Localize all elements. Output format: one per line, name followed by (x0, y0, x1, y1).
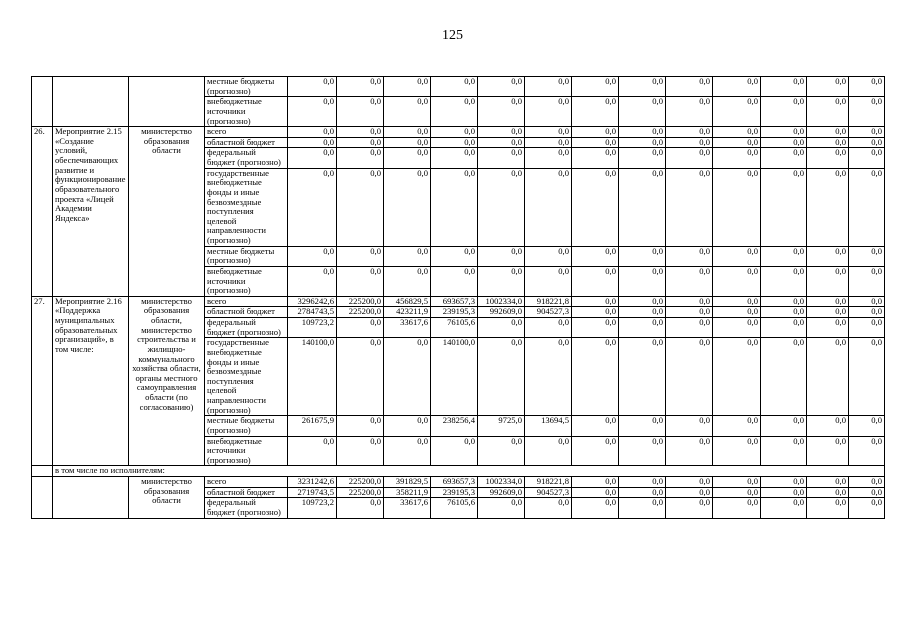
source-label: всего (205, 127, 288, 138)
value-cell: 0,0 (761, 477, 807, 488)
value-cell: 0,0 (572, 498, 619, 518)
value-cell: 0,0 (478, 246, 525, 266)
value-cell: 0,0 (619, 137, 666, 148)
executor-name: министерство образования области, министерство строительства и жилищно-коммунального хозяйства области, органы местного самоуправления области (по согласованию) (129, 296, 205, 466)
value-cell: 0,0 (572, 266, 619, 296)
value-cell: 0,0 (572, 487, 619, 498)
value-cell: 0,0 (572, 137, 619, 148)
measure-cell (53, 77, 129, 127)
table-body (32, 77, 885, 519)
value-cell: 0,0 (619, 487, 666, 498)
value-cell: 0,0 (619, 148, 666, 168)
value-cell: 0,0 (713, 137, 761, 148)
value-cell: 904527,3 (525, 307, 572, 318)
value-cell: 0,0 (713, 97, 761, 127)
item-number: 26. (32, 127, 53, 297)
executor-cell (129, 77, 205, 127)
value-cell: 0,0 (666, 127, 713, 138)
value-cell: 0,0 (666, 416, 713, 436)
source-label: федеральный бюджет (прогнозно) (205, 318, 288, 338)
value-cell: 0,0 (619, 97, 666, 127)
value-cell: 3296242,6 (288, 296, 337, 307)
value-cell: 0,0 (807, 97, 849, 127)
value-cell: 0,0 (384, 246, 431, 266)
value-cell: 0,0 (807, 296, 849, 307)
value-cell: 0,0 (337, 498, 384, 518)
value-cell: 0,0 (572, 77, 619, 97)
source-label: внебюджетные источники (прогнозно) (205, 97, 288, 127)
source-label: областной бюджет (205, 307, 288, 318)
index-cell (32, 77, 53, 127)
value-cell: 0,0 (478, 338, 525, 416)
value-cell: 33617,6 (384, 498, 431, 518)
value-cell: 0,0 (713, 477, 761, 488)
value-cell: 140100,0 (431, 338, 478, 416)
value-cell: 0,0 (525, 137, 572, 148)
value-cell: 0,0 (713, 307, 761, 318)
value-cell: 33617,6 (384, 318, 431, 338)
value-cell: 0,0 (619, 307, 666, 318)
value-cell: 0,0 (337, 318, 384, 338)
value-cell: 0,0 (713, 487, 761, 498)
value-cell: 0,0 (666, 307, 713, 318)
value-cell: 0,0 (761, 487, 807, 498)
value-cell: 0,0 (761, 246, 807, 266)
value-cell: 1002334,0 (478, 477, 525, 488)
value-cell: 0,0 (572, 307, 619, 318)
value-cell: 0,0 (288, 436, 337, 466)
value-cell: 0,0 (337, 436, 384, 466)
value-cell: 0,0 (525, 318, 572, 338)
value-cell: 0,0 (666, 436, 713, 466)
source-label: федеральный бюджет (прогнозно) (205, 148, 288, 168)
value-cell: 0,0 (713, 266, 761, 296)
value-cell: 0,0 (761, 127, 807, 138)
value-cell: 0,0 (525, 246, 572, 266)
executor-name: министерство образования области (129, 477, 205, 519)
value-cell: 0,0 (761, 318, 807, 338)
value-cell: 0,0 (713, 148, 761, 168)
value-cell: 76105,6 (431, 318, 478, 338)
value-cell: 0,0 (288, 77, 337, 97)
value-cell: 0,0 (337, 416, 384, 436)
value-cell: 0,0 (431, 137, 478, 148)
value-cell: 0,0 (619, 416, 666, 436)
value-cell: 0,0 (666, 487, 713, 498)
value-cell: 0,0 (666, 148, 713, 168)
value-cell: 0,0 (337, 97, 384, 127)
value-cell: 0,0 (431, 97, 478, 127)
value-cell: 0,0 (619, 127, 666, 138)
value-cell: 0,0 (713, 436, 761, 466)
value-cell: 0,0 (572, 168, 619, 246)
page-number: 125 (442, 28, 463, 43)
value-cell: 0,0 (619, 77, 666, 97)
value-cell: 0,0 (666, 246, 713, 266)
value-cell: 225200,0 (337, 307, 384, 318)
value-cell: 0,0 (525, 498, 572, 518)
value-cell: 0,0 (849, 498, 885, 518)
value-cell: 0,0 (478, 436, 525, 466)
value-cell: 140100,0 (288, 338, 337, 416)
value-cell: 0,0 (572, 148, 619, 168)
value-cell: 0,0 (849, 97, 885, 127)
value-cell: 0,0 (337, 127, 384, 138)
value-cell: 0,0 (384, 127, 431, 138)
value-cell: 0,0 (431, 246, 478, 266)
value-cell: 0,0 (572, 296, 619, 307)
value-cell: 0,0 (478, 498, 525, 518)
value-cell: 0,0 (431, 266, 478, 296)
value-cell: 0,0 (713, 338, 761, 416)
value-cell: 0,0 (619, 498, 666, 518)
value-cell: 0,0 (761, 436, 807, 466)
value-cell: 0,0 (666, 266, 713, 296)
source-label: государственные внебюджетные фонды и иные безвозмездные поступления целевой направленности (прогнозно) (205, 168, 288, 246)
value-cell: 0,0 (619, 338, 666, 416)
value-cell: 456829,5 (384, 296, 431, 307)
value-cell: 0,0 (807, 338, 849, 416)
value-cell: 0,0 (288, 97, 337, 127)
value-cell: 0,0 (337, 148, 384, 168)
value-cell: 109723,2 (288, 498, 337, 518)
value-cell: 1002334,0 (478, 296, 525, 307)
item-number: 27. (32, 296, 53, 466)
value-cell: 0,0 (807, 318, 849, 338)
value-cell: 0,0 (384, 137, 431, 148)
value-cell: 0,0 (525, 97, 572, 127)
value-cell: 0,0 (384, 338, 431, 416)
value-cell: 0,0 (807, 436, 849, 466)
value-cell: 0,0 (807, 246, 849, 266)
source-label: внебюджетные источники (прогнозно) (205, 436, 288, 466)
value-cell: 0,0 (525, 266, 572, 296)
value-cell: 0,0 (384, 266, 431, 296)
value-cell: 918221,8 (525, 477, 572, 488)
table-row (32, 466, 885, 477)
value-cell: 0,0 (525, 77, 572, 97)
value-cell: 0,0 (666, 168, 713, 246)
measure-cell (53, 477, 129, 519)
value-cell: 13694,5 (525, 416, 572, 436)
source-label: государственные внебюджетные фонды и иные безвозмездные поступления целевой направленности (прогнозно) (205, 338, 288, 416)
value-cell: 0,0 (807, 77, 849, 97)
value-cell: 0,0 (478, 148, 525, 168)
value-cell: 0,0 (849, 148, 885, 168)
value-cell: 0,0 (572, 477, 619, 488)
value-cell: 238256,4 (431, 416, 478, 436)
value-cell: 0,0 (478, 318, 525, 338)
value-cell: 904527,3 (525, 487, 572, 498)
value-cell: 0,0 (761, 148, 807, 168)
value-cell: 0,0 (572, 127, 619, 138)
value-cell: 0,0 (525, 127, 572, 138)
value-cell: 0,0 (849, 127, 885, 138)
index-cell (32, 477, 53, 519)
value-cell: 423211,9 (384, 307, 431, 318)
value-cell: 0,0 (761, 97, 807, 127)
source-label: федеральный бюджет (прогнозно) (205, 498, 288, 518)
executor-name: министерство образования области (129, 127, 205, 297)
value-cell: 0,0 (619, 168, 666, 246)
value-cell: 0,0 (431, 168, 478, 246)
value-cell: 0,0 (807, 487, 849, 498)
value-cell: 0,0 (849, 338, 885, 416)
value-cell: 0,0 (525, 148, 572, 168)
value-cell: 239195,3 (431, 307, 478, 318)
value-cell: 0,0 (761, 307, 807, 318)
value-cell: 0,0 (572, 338, 619, 416)
value-cell: 0,0 (619, 246, 666, 266)
value-cell: 0,0 (619, 266, 666, 296)
value-cell: 0,0 (572, 318, 619, 338)
value-cell: 0,0 (807, 148, 849, 168)
value-cell: 0,0 (713, 246, 761, 266)
value-cell: 0,0 (478, 168, 525, 246)
value-cell: 992609,0 (478, 487, 525, 498)
subsection-label: в том числе по исполнителям: (53, 466, 885, 477)
value-cell: 0,0 (337, 168, 384, 246)
value-cell: 109723,2 (288, 318, 337, 338)
value-cell: 0,0 (849, 168, 885, 246)
value-cell: 0,0 (666, 77, 713, 97)
value-cell: 0,0 (849, 266, 885, 296)
value-cell: 0,0 (478, 97, 525, 127)
table-row (32, 477, 885, 488)
value-cell: 3231242,6 (288, 477, 337, 488)
source-label: всего (205, 296, 288, 307)
value-cell: 0,0 (807, 416, 849, 436)
table-row (32, 127, 885, 138)
value-cell: 0,0 (849, 487, 885, 498)
value-cell: 0,0 (619, 477, 666, 488)
value-cell: 0,0 (288, 246, 337, 266)
value-cell: 0,0 (713, 296, 761, 307)
value-cell: 992609,0 (478, 307, 525, 318)
value-cell: 0,0 (337, 246, 384, 266)
value-cell: 0,0 (525, 168, 572, 246)
source-label: внебюджетные источники (прогнозно) (205, 266, 288, 296)
value-cell: 0,0 (807, 307, 849, 318)
value-cell: 225200,0 (337, 487, 384, 498)
value-cell: 0,0 (619, 436, 666, 466)
value-cell: 0,0 (384, 436, 431, 466)
value-cell: 918221,8 (525, 296, 572, 307)
value-cell: 0,0 (572, 416, 619, 436)
value-cell: 0,0 (478, 137, 525, 148)
value-cell: 0,0 (619, 296, 666, 307)
value-cell: 225200,0 (337, 477, 384, 488)
value-cell: 0,0 (666, 498, 713, 518)
value-cell: 0,0 (431, 148, 478, 168)
value-cell: 0,0 (384, 168, 431, 246)
measure-name: Мероприятие 2.16 «Поддержка муниципальных образовательных организаций», в том числе: (53, 296, 129, 466)
value-cell: 0,0 (807, 168, 849, 246)
value-cell: 0,0 (849, 296, 885, 307)
value-cell: 0,0 (713, 77, 761, 97)
value-cell: 0,0 (807, 137, 849, 148)
value-cell: 0,0 (761, 338, 807, 416)
value-cell: 0,0 (384, 148, 431, 168)
source-label: областной бюджет (205, 137, 288, 148)
value-cell: 0,0 (761, 416, 807, 436)
source-label: местные бюджеты (прогнозно) (205, 77, 288, 97)
table-row (32, 77, 885, 97)
value-cell: 0,0 (288, 127, 337, 138)
source-label: всего (205, 477, 288, 488)
value-cell: 0,0 (849, 77, 885, 97)
value-cell: 0,0 (337, 77, 384, 97)
value-cell: 0,0 (337, 338, 384, 416)
value-cell: 0,0 (849, 416, 885, 436)
value-cell: 0,0 (666, 137, 713, 148)
value-cell: 0,0 (431, 436, 478, 466)
value-cell: 0,0 (666, 477, 713, 488)
index-cell (32, 466, 53, 477)
value-cell: 0,0 (849, 137, 885, 148)
value-cell: 0,0 (384, 416, 431, 436)
measure-name: Мероприятие 2.15 «Создание условий, обеспечивающих развитие и функционирование образовательного проекта «Лицей Академии Яндекса» (53, 127, 129, 297)
value-cell: 0,0 (807, 266, 849, 296)
value-cell: 0,0 (525, 338, 572, 416)
value-cell: 0,0 (666, 318, 713, 338)
value-cell: 0,0 (478, 127, 525, 138)
value-cell: 0,0 (337, 266, 384, 296)
value-cell: 0,0 (849, 318, 885, 338)
value-cell: 9725,0 (478, 416, 525, 436)
budget-table (31, 76, 885, 519)
value-cell: 0,0 (288, 168, 337, 246)
value-cell: 358211,9 (384, 487, 431, 498)
table-row (32, 296, 885, 307)
value-cell: 0,0 (761, 266, 807, 296)
value-cell: 0,0 (761, 296, 807, 307)
value-cell: 0,0 (572, 246, 619, 266)
value-cell: 0,0 (288, 137, 337, 148)
value-cell: 693657,3 (431, 296, 478, 307)
value-cell: 239195,3 (431, 487, 478, 498)
value-cell: 693657,3 (431, 477, 478, 488)
value-cell: 225200,0 (337, 296, 384, 307)
value-cell: 0,0 (478, 266, 525, 296)
value-cell: 0,0 (807, 127, 849, 138)
value-cell: 0,0 (849, 436, 885, 466)
value-cell: 0,0 (572, 436, 619, 466)
value-cell: 0,0 (478, 77, 525, 97)
value-cell: 0,0 (431, 77, 478, 97)
value-cell: 0,0 (761, 77, 807, 97)
source-label: областной бюджет (205, 487, 288, 498)
value-cell: 0,0 (807, 498, 849, 518)
value-cell: 0,0 (761, 168, 807, 246)
value-cell: 0,0 (337, 137, 384, 148)
value-cell: 0,0 (619, 318, 666, 338)
value-cell: 2784743,5 (288, 307, 337, 318)
value-cell: 0,0 (713, 416, 761, 436)
value-cell: 0,0 (713, 127, 761, 138)
source-label: местные бюджеты (прогнозно) (205, 416, 288, 436)
value-cell: 0,0 (849, 246, 885, 266)
value-cell: 0,0 (384, 97, 431, 127)
value-cell: 0,0 (431, 127, 478, 138)
value-cell: 0,0 (849, 477, 885, 488)
value-cell: 0,0 (666, 338, 713, 416)
value-cell: 0,0 (666, 97, 713, 127)
value-cell: 0,0 (713, 168, 761, 246)
value-cell: 0,0 (807, 477, 849, 488)
value-cell: 0,0 (849, 307, 885, 318)
value-cell: 0,0 (384, 77, 431, 97)
value-cell: 2719743,5 (288, 487, 337, 498)
value-cell: 0,0 (713, 498, 761, 518)
value-cell: 0,0 (288, 148, 337, 168)
value-cell: 0,0 (572, 97, 619, 127)
value-cell: 0,0 (761, 137, 807, 148)
value-cell: 76105,6 (431, 498, 478, 518)
value-cell: 0,0 (666, 296, 713, 307)
source-label: местные бюджеты (прогнозно) (205, 246, 288, 266)
value-cell: 0,0 (713, 318, 761, 338)
value-cell: 0,0 (288, 266, 337, 296)
value-cell: 391829,5 (384, 477, 431, 488)
value-cell: 261675,9 (288, 416, 337, 436)
value-cell: 0,0 (525, 436, 572, 466)
value-cell: 0,0 (761, 498, 807, 518)
